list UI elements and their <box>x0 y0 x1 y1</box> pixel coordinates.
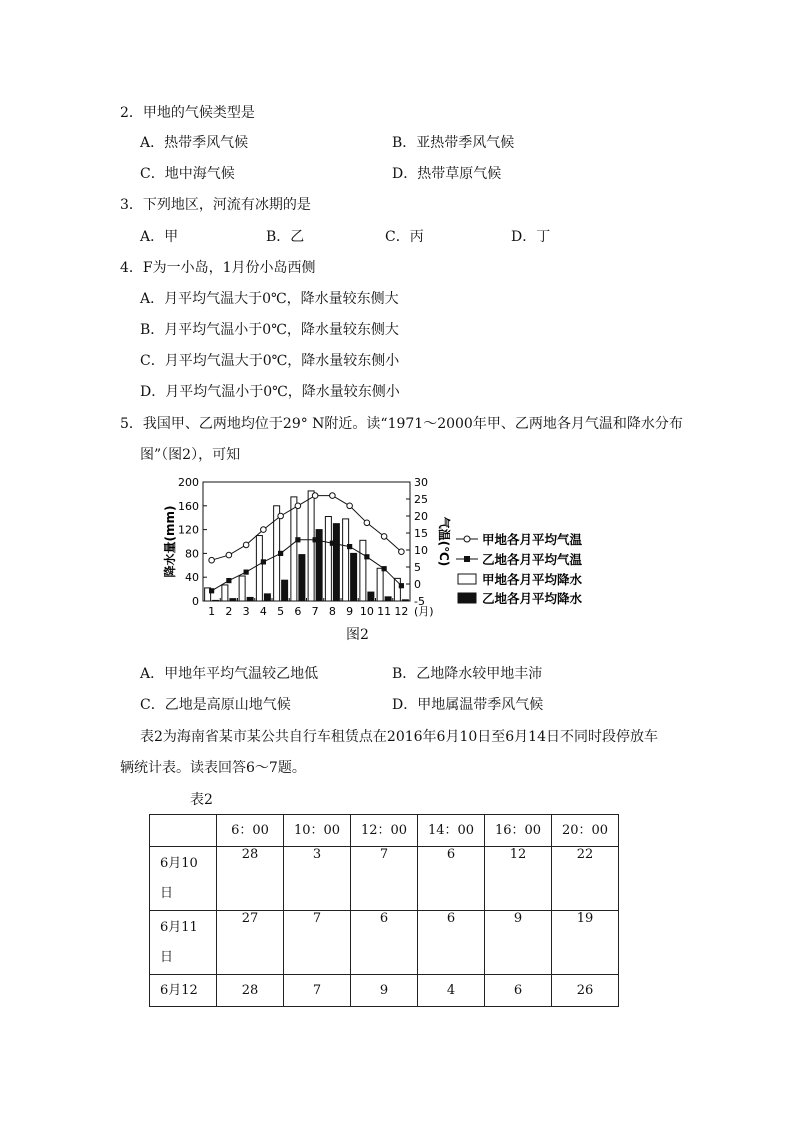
x-tick-label: 9 <box>346 605 354 618</box>
legend-swatch-jia-precip <box>458 574 476 584</box>
left-tick-label: 160 <box>178 499 199 513</box>
q2-option-b[interactable]: B．亚热带季风气候 <box>392 135 515 151</box>
point-jia-temp <box>364 520 370 526</box>
q4-option-c[interactable]: C．月平均气温大于0℃，降水量较东侧小 <box>140 353 400 369</box>
point-jia-temp <box>312 493 318 499</box>
table-header-cell <box>150 815 217 847</box>
table-row <box>150 975 619 1007</box>
point-yi-temp <box>399 583 404 588</box>
point-yi-temp <box>364 554 369 559</box>
q2-option-d[interactable]: D．热带草原气候 <box>392 166 502 182</box>
legend-label: 乙地各月平均降水 <box>482 591 583 606</box>
point-jia-temp <box>381 534 387 540</box>
x-tick-label: 6 <box>294 605 302 618</box>
x-tick-label: 2 <box>225 605 233 618</box>
q2-option-a[interactable]: A．热带季风气候 <box>140 135 249 151</box>
chart-legend <box>456 532 583 606</box>
q2-option-c[interactable]: C．地中海气候 <box>140 166 235 182</box>
table-header-cell: 10：00 <box>284 815 351 847</box>
row-label-a: 6月10 <box>160 856 198 871</box>
q5-option-c[interactable]: C．乙地是高原山地气候 <box>140 697 291 713</box>
right-tick-label: 30 <box>414 476 428 489</box>
bar-jia-precip <box>377 568 383 601</box>
legend-label: 乙地各月平均气温 <box>482 552 583 567</box>
y-axis-title-right: 气温(℃) <box>437 516 451 567</box>
right-tick-label: -5 <box>414 595 425 608</box>
bar-jia-precip <box>222 585 228 601</box>
table-intro-line2: 辆统计表。读表回答6～7题。 <box>120 760 306 776</box>
table-intro-line1: 表2为海南省某市某公共自行车租赁点在2016年6月10日至6月14日不同时段停放车 <box>140 729 658 745</box>
right-tick-label: 15 <box>414 527 428 540</box>
point-jia-temp <box>399 549 405 555</box>
bar-jia-precip <box>239 576 245 601</box>
bar-yi-precip <box>282 580 288 601</box>
bar-jia-precip <box>256 536 262 601</box>
legend-marker-jia-temp <box>464 536 470 542</box>
x-tick-label: 12 <box>394 605 409 618</box>
q3-stem: 3．下列地区，河流有冰期的是 <box>120 197 311 213</box>
right-tick-label: 0 <box>414 578 421 591</box>
table-cell: 7 <box>284 975 351 1007</box>
point-jia-temp <box>226 552 232 558</box>
table-cell: 9 <box>351 975 418 1007</box>
right-tick-label: 25 <box>414 493 428 506</box>
q3-option-d[interactable]: D．丁 <box>511 229 551 245</box>
point-jia-temp <box>243 542 249 548</box>
point-jia-temp <box>347 503 353 509</box>
point-yi-temp <box>261 559 266 564</box>
right-tick-label: 20 <box>414 510 428 523</box>
q5-option-b[interactable]: B．乙地降水较甲地丰沛 <box>392 666 543 682</box>
point-yi-temp <box>278 551 283 556</box>
bar-yi-precip <box>213 600 219 601</box>
table-header-cell: 20：00 <box>552 815 619 847</box>
table-caption: 表2 <box>190 792 213 808</box>
q5-stem-line1: 5．我国甲、乙两地均位于29° N附近。读“1971～2000年甲、乙两地各月气温和降水分布 <box>120 416 683 432</box>
table-cell: 7 <box>284 911 351 975</box>
point-yi-temp <box>295 537 300 542</box>
chart-bars <box>205 491 409 601</box>
q4-option-a[interactable]: A．月平均气温大于0℃，降水量较东侧大 <box>140 291 399 307</box>
table-cell: 6 <box>418 847 485 911</box>
q5-stem-line2: 图”（图2），可知 <box>140 447 241 463</box>
table-cell: 22 <box>552 847 619 911</box>
table-cell: 3 <box>284 847 351 911</box>
bar-yi-precip <box>230 599 236 601</box>
point-jia-temp <box>295 503 301 509</box>
table-cell: 26 <box>552 975 619 1007</box>
q3-option-a[interactable]: A．甲 <box>140 229 179 245</box>
point-yi-temp <box>209 588 214 593</box>
bar-yi-precip <box>351 553 357 601</box>
bar-jia-precip <box>308 491 314 601</box>
y-axis-title-left: 降水量(mm) <box>163 505 177 578</box>
table-cell: 28 <box>217 975 284 1007</box>
legend-swatch-yi-precip <box>458 593 476 603</box>
row-label-a: 6月11 <box>160 920 198 935</box>
right-tick-label: 5 <box>414 561 421 574</box>
legend-label: 甲地各月平均气温 <box>482 532 583 547</box>
table-cell: 27 <box>217 911 284 975</box>
table-row <box>150 911 619 975</box>
table-header-cell: 12：00 <box>351 815 418 847</box>
x-tick-label: 7 <box>311 605 319 618</box>
x-tick-label: 8 <box>328 605 336 618</box>
table-cell: 4 <box>418 975 485 1007</box>
point-yi-temp <box>347 544 352 549</box>
point-yi-temp <box>330 541 335 546</box>
point-yi-temp <box>226 578 231 583</box>
left-tick-label: 40 <box>185 571 199 585</box>
table-cell: 6 <box>418 911 485 975</box>
figure-caption: 图2 <box>346 627 369 643</box>
x-tick-label: 3 <box>242 605 250 618</box>
table-cell: 6 <box>485 975 552 1007</box>
bike-parking-table <box>149 814 619 1007</box>
bar-yi-precip <box>299 555 305 601</box>
q4-option-b[interactable]: B．月平均气温小于0℃，降水量较东侧大 <box>140 322 399 338</box>
right-tick-label: 10 <box>414 544 428 557</box>
table-cell: 19 <box>552 911 619 975</box>
bar-jia-precip <box>325 517 331 601</box>
x-tick-label: 4 <box>259 605 267 618</box>
table-header-cell: 6：00 <box>217 815 284 847</box>
bar-yi-precip <box>402 600 408 601</box>
point-yi-temp <box>382 566 387 571</box>
row-label <box>150 911 217 975</box>
q4-option-d[interactable]: D．月平均气温小于0℃，降水量较东侧小 <box>140 384 400 400</box>
x-tick-label: 5 <box>277 605 285 618</box>
point-jia-temp <box>330 493 336 499</box>
point-yi-temp <box>244 570 249 575</box>
row-label-b: 日 <box>160 950 174 965</box>
row-label: 6月12 <box>150 975 217 1007</box>
table-cell: 12 <box>485 847 552 911</box>
x-tick-label: 11 <box>377 605 392 618</box>
table-cell: 9 <box>485 911 552 975</box>
bar-jia-precip <box>360 540 366 601</box>
table-cell: 6 <box>351 911 418 975</box>
climate-chart <box>160 470 620 650</box>
x-unit-label: (月) <box>414 605 434 618</box>
bar-yi-precip <box>247 597 253 601</box>
point-jia-temp <box>209 557 215 563</box>
left-tick-label: 0 <box>192 595 199 608</box>
bar-yi-precip <box>264 594 270 601</box>
table-cell: 7 <box>351 847 418 911</box>
q4-stem: 4．F为一小岛，1月份小岛西侧 <box>120 260 316 276</box>
left-tick-label: 80 <box>185 547 199 561</box>
q2-stem: 2．甲地的气候类型是 <box>120 105 255 121</box>
chart-lines <box>209 493 404 594</box>
point-jia-temp <box>261 527 267 533</box>
q5-option-a[interactable]: A．甲地年平均气温较乙地低 <box>140 666 319 682</box>
table-header-cell: 16：00 <box>485 815 552 847</box>
bar-yi-precip <box>385 597 391 601</box>
left-tick-label: 120 <box>178 523 199 537</box>
point-yi-temp <box>313 537 318 542</box>
q5-option-d[interactable]: D．甲地属温带季风气候 <box>392 697 544 713</box>
q3-option-c[interactable]: C．丙 <box>385 229 424 245</box>
x-tick-label: 10 <box>359 605 374 618</box>
left-tick-label: 200 <box>178 476 199 489</box>
x-tick-label: 1 <box>208 605 216 618</box>
line-jia-temp <box>212 496 402 561</box>
bar-yi-precip <box>368 592 374 601</box>
bar-yi-precip <box>333 524 339 601</box>
point-jia-temp <box>278 513 284 519</box>
q3-option-b[interactable]: B．乙 <box>266 229 305 245</box>
bar-jia-precip <box>343 519 349 601</box>
table-cell: 28 <box>217 847 284 911</box>
legend-label: 甲地各月平均降水 <box>482 572 583 587</box>
bar-jia-precip <box>291 497 297 601</box>
table-row <box>150 847 619 911</box>
table-header-cell: 14：00 <box>418 815 485 847</box>
row-label <box>150 847 217 911</box>
row-label-b: 日 <box>160 886 174 901</box>
table-header-row <box>150 815 619 847</box>
legend-marker-yi-temp <box>464 556 470 562</box>
